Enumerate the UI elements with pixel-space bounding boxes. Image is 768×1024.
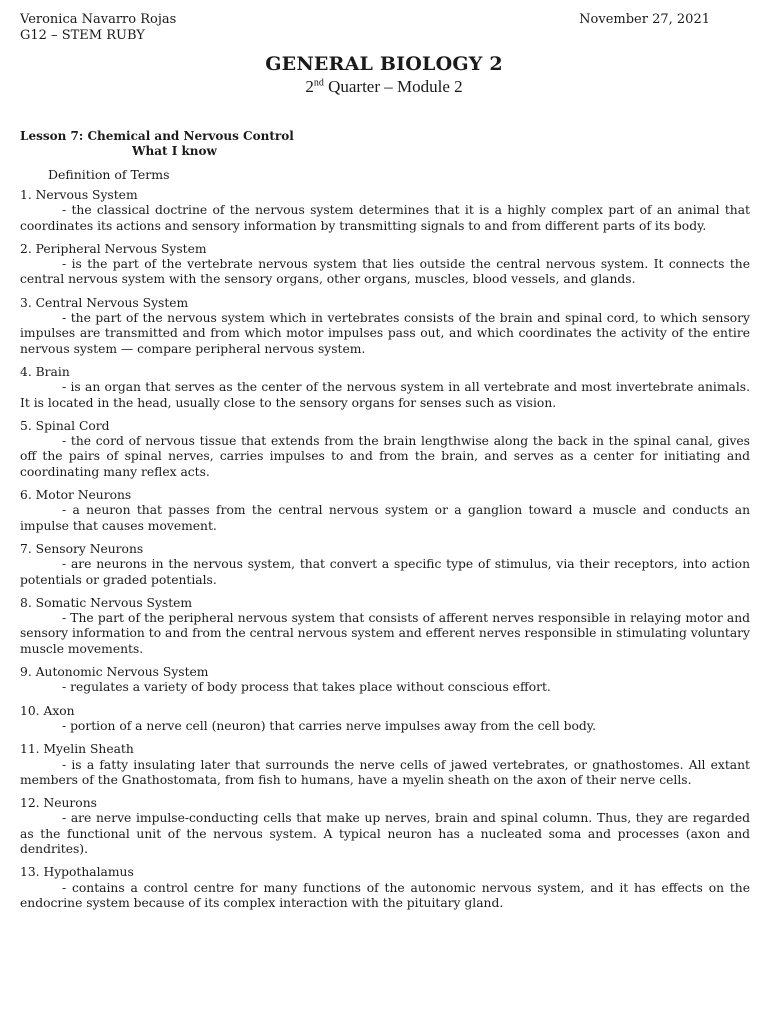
term-item [20, 188, 750, 234]
document-title: GENERAL BIOLOGY 2 [265, 53, 503, 75]
section-name: G12 – STEM RUBY [20, 28, 145, 43]
term-name: 6. Motor Neurons [20, 488, 132, 503]
term-name: 8. Somatic Nervous System [20, 595, 193, 610]
quarter-number: 2 [305, 77, 314, 96]
page-header [20, 12, 710, 44]
term-name: 1. Nervous System [20, 188, 138, 202]
document-date: November 27, 2021 [579, 12, 710, 27]
term-item [20, 488, 750, 534]
term-definition: - are nerve impulse-conducting cells that make up nerves, brain and spinal column. Thus, they are regarded as the functional unit of the nervous system. A typical neuron has a nucleated soma and processes (axon and dendrites). [20, 811, 750, 856]
term-definition: - a neuron that passes from the central nervous system or a ganglion toward a muscle and conducts an impulse that causes movement. [20, 503, 750, 533]
term-definition: - are neurons in the nervous system, that convert a specific type of stimulus, via their receptors, into action potentials or graded potentials. [20, 557, 750, 587]
term-item [20, 542, 750, 588]
term-name: 2. Peripheral Nervous System [20, 241, 207, 256]
term-definition: - is an organ that serves as the center of the nervous system in all vertebrate and most invertebrate animals. It is located in the head, usually close to the sensory organs for senses such as vision. [20, 380, 750, 410]
term-name: 5. Spinal Cord [20, 418, 110, 433]
term-definition: - the cord of nervous tissue that extends from the brain lengthwise along the back in the spinal canal, gives off the pairs of spinal nerves, carries impulses to and from the brain, and serves as a center for initiating and coordinating many reflex acts. [20, 434, 750, 479]
definition-heading: Definition of Terms [48, 167, 170, 182]
term-name: 11. Myelin Sheath [20, 742, 134, 757]
term-name: 3. Central Nervous System [20, 295, 189, 310]
term-definition: - is a fatty insulating later that surrounds the nerve cells of jawed vertebrates, or gnathostomes. All extant members of the Gnathostomata, from fish to humans, have a myelin sheath on the axon of their nerve cells. [20, 757, 750, 787]
term-definition: - is the part of the vertebrate nervous system that lies outside the central nervous system. It connects the central nervous system with the sensory organs, other organs, muscles, blood vessels, and glands. [20, 257, 750, 287]
term-definition: - regulates a variety of body process that takes place without conscious effort. [62, 680, 551, 695]
what-i-know-heading: What I know [132, 144, 217, 158]
term-item [20, 742, 750, 788]
term-name: 9. Autonomic Nervous System [20, 665, 209, 680]
term-item [20, 596, 750, 657]
term-item [20, 796, 750, 857]
term-item [20, 242, 750, 288]
term-item [20, 365, 750, 411]
term-item [20, 665, 750, 696]
term-item [20, 704, 750, 735]
term-definition: - contains a control centre for many functions of the autonomic nervous system, and it has effects on the endocrine system because of its complex interaction with the pituitary gland. [20, 880, 750, 910]
term-name: 7. Sensory Neurons [20, 541, 144, 556]
lesson-heading: Lesson 7: Chemical and Nervous Control [20, 129, 294, 143]
author-name: Veronica Navarro Rojas [20, 12, 177, 27]
terms-list [20, 188, 750, 919]
term-name: 4. Brain [20, 364, 70, 379]
term-definition: - portion of a nerve cell (neuron) that carries nerve impulses away from the cell body. [62, 718, 596, 733]
subtitle-rest: Quarter – Module 2 [323, 77, 463, 96]
term-definition: - the part of the nervous system which in vertebrates consists of the brain and spinal cord, to which sensory impulses are transmitted and from which motor impulses pass out, and which coordinates the activity of the entire nervous system — compare peripheral nervous system. [20, 311, 750, 356]
term-definition: - The part of the peripheral nervous system that consists of afferent nerves responsible in relaying motor and sensory information to and from the central nervous system and efferent nerves responsible in stimulating voluntary muscle movements. [20, 611, 750, 656]
quarter-ordinal: nd [313, 77, 324, 89]
term-item [20, 865, 750, 911]
term-name: 12. Neurons [20, 796, 97, 811]
term-name: 13. Hypothalamus [20, 865, 134, 880]
term-item [20, 296, 750, 357]
term-item [20, 419, 750, 480]
term-name: 10. Axon [20, 703, 75, 718]
document-subtitle [0, 77, 768, 97]
term-definition: - the classical doctrine of the nervous system determines that it is a highly complex part of an animal that coordinates its actions and sensory information by transmitting signals to and from different parts of its body. [20, 203, 750, 233]
